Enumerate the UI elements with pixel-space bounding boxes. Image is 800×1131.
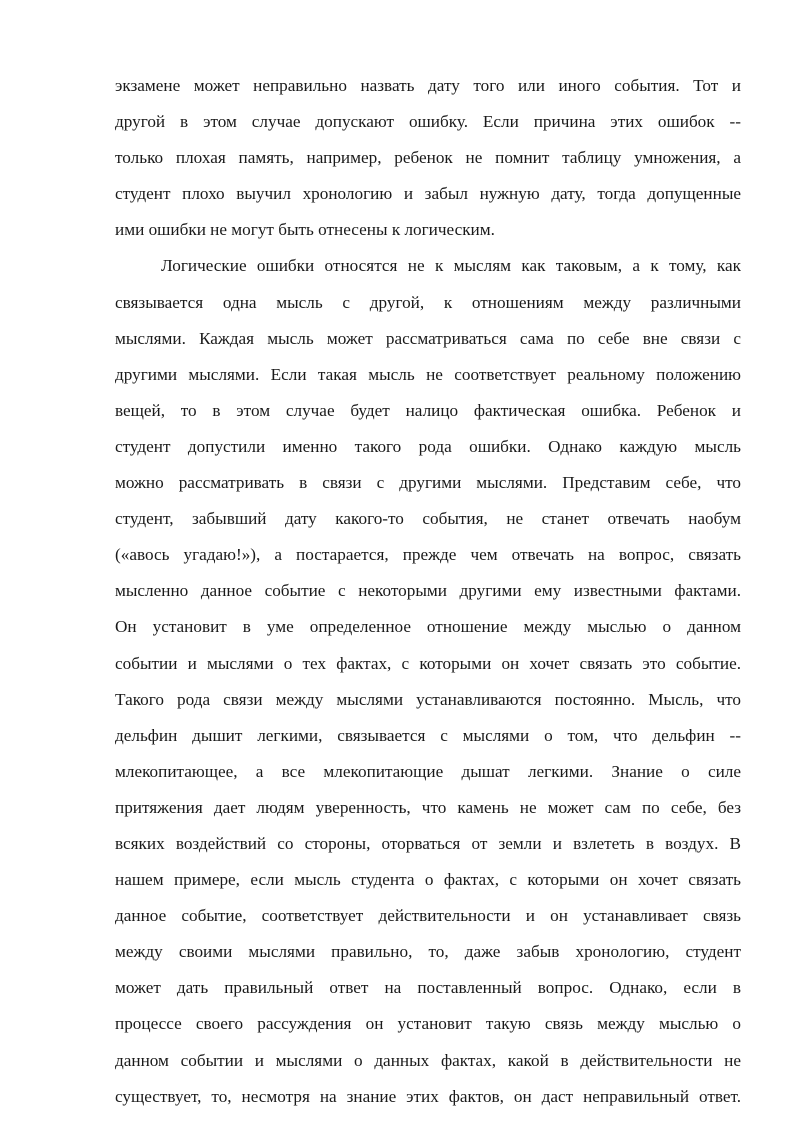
- text-line: процессе своего рассуждения он установит такую связь между мыслью о: [115, 1014, 741, 1034]
- text-line: притяжения дает людям уверенность, что камень не может сам по себе, без: [115, 797, 741, 817]
- text-line: студент плохо выучил хронологию и забыл нужную дату, тогда допущенные: [115, 184, 741, 204]
- text-line: мыслями. Каждая мысль может рассматриваться сама по себе вне связи с: [115, 328, 741, 348]
- text-line: ими ошибки не могут быть отнесены к логическим.: [115, 220, 495, 240]
- text-line: только плохая память, например, ребенок не помнит таблицу умножения, а: [115, 148, 741, 168]
- text-line: данном событии и мыслями о данных фактах, какой в действительности не: [115, 1050, 741, 1070]
- text-line: другой в этом случае допускают ошибку. Если причина этих ошибок --: [115, 112, 741, 132]
- text-line: между своими мыслями правильно, то, даже забыв хронологию, студент: [115, 942, 741, 962]
- text-line: данное событие, соответствует действительности и он устанавливает связь: [115, 906, 741, 926]
- text-line: («авось угадаю!»), а постарается, прежде чем отвечать на вопрос, связать: [115, 545, 741, 565]
- text-line: может дать правильный ответ на поставленный вопрос. Однако, если в: [115, 978, 741, 998]
- paragraph-2: [115, 248, 741, 1114]
- text-line: связывается одна мысль с другой, к отношениям между различными: [115, 292, 741, 312]
- text-line: событии и мыслями о тех фактах, с которыми он хочет связать это событие.: [115, 653, 741, 673]
- text-line: можно рассматривать в связи с другими мыслями. Представим себе, что: [115, 473, 741, 493]
- text-line: дельфин дышит легкими, связывается с мыслями о том, что дельфин --: [115, 725, 741, 745]
- paragraph-1: [115, 68, 741, 248]
- text-line: млекопитающее, а все млекопитающие дышат легкими. Знание о силе: [115, 761, 741, 781]
- text-line: Он установит в уме определенное отношение между мыслью о данном: [115, 617, 741, 637]
- text-line: экзамене может неправильно назвать дату того или иного события. Тот и: [115, 76, 741, 95]
- text-line: Логические ошибки относятся не к мыслям как таковым, а к тому, как: [161, 256, 741, 276]
- text-line: студент, забывший дату какого-то события, не станет отвечать наобум: [115, 509, 741, 529]
- text-line: мысленно данное событие с некоторыми другими ему известными фактами.: [115, 581, 741, 601]
- text-line: Такого рода связи между мыслями устанавливаются постоянно. Мысль, что: [115, 689, 741, 709]
- text-line: нашем примере, если мысль студента о фактах, с которыми он хочет связать: [115, 870, 741, 890]
- text-line: всяких воздействий со стороны, оторваться от земли и взлететь в воздух. В: [115, 833, 741, 853]
- text-line: студент допустили именно такого рода ошибки. Однако каждую мысль: [115, 436, 741, 456]
- document-page: [115, 68, 741, 1115]
- text-line: другими мыслями. Если такая мысль не соответствует реальному положению: [115, 364, 741, 384]
- text-line: вещей, то в этом случае будет налицо фактическая ошибка. Ребенок и: [115, 400, 741, 420]
- text-line: существует, то, несмотря на знание этих фактов, он даст неправильный ответ.: [115, 1086, 741, 1106]
